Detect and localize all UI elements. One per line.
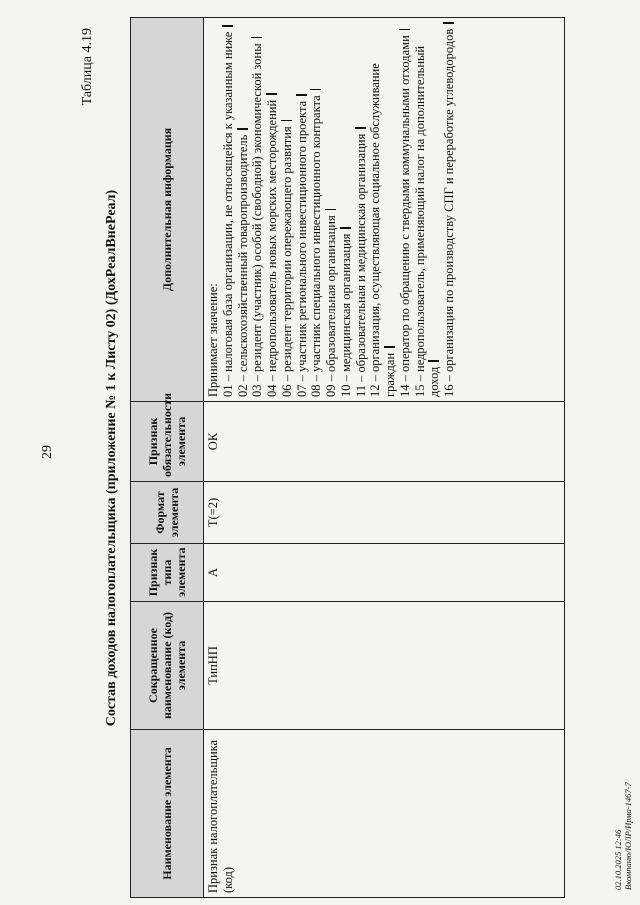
footer-date: 02.10.2025 12:46 (613, 829, 623, 890)
info-item-text: 14 – оператор по обращению с твердыми коммунальными отходами (397, 35, 412, 397)
info-item-text: 15 – недропользователь, применяющий налог на дополнительный доход (412, 45, 442, 397)
info-item-text: 07 – участник регионального инвестиционного проекта (294, 100, 309, 397)
info-item-text: 04 – недропользователь новых морских месторождений (265, 99, 279, 397)
info-item-text: 08 – участник специального инвестиционного контракта (309, 95, 324, 397)
info-item (295, 22, 310, 397)
cell-name: Признак налогоплательщика (код) (204, 730, 565, 898)
info-item (236, 22, 251, 397)
margin-mark-icon (251, 37, 262, 39)
info-item-text: 16 – организация по производству СПГ и переработке углеводородов (442, 28, 456, 397)
col-header-info: Дополнительная информация (131, 18, 204, 402)
margin-mark-icon (222, 25, 233, 27)
info-item (368, 22, 398, 397)
margin-mark-icon (310, 89, 321, 91)
margin-mark-icon (443, 22, 454, 24)
elements-table (130, 17, 565, 898)
table-number: Таблица 4.19 (80, 28, 95, 106)
info-intro: Принимает значение: (206, 283, 220, 397)
col-header-type: Признак типа элемента (131, 544, 204, 602)
table-header-row (131, 18, 204, 898)
cell-type: А (204, 544, 565, 602)
table-title: Состав доходов налогоплательщика (приложение № 1 к Листу 02) (ДохРеалВнеРеал) (104, 189, 119, 727)
info-item-text: 10 – медицинская организация (338, 233, 353, 397)
info-item (354, 22, 369, 397)
table-row (204, 18, 565, 898)
margin-mark-icon (428, 360, 439, 362)
margin-mark-icon (399, 29, 410, 31)
document-footer (614, 782, 634, 890)
info-item (442, 22, 457, 397)
rotated-document (80, 18, 640, 898)
info-item-text: 03 – резидент (участник) особой (свободной) экономической зоны (250, 43, 265, 397)
margin-mark-icon (237, 128, 248, 130)
info-item (265, 22, 280, 397)
info-item (324, 22, 339, 397)
info-item-text: 12 – организация, осуществляющая социальное обслуживание граждан (368, 63, 397, 397)
info-item-text: 09 – образовательная организация (324, 215, 338, 397)
margin-mark-icon (325, 209, 336, 211)
info-item-text: 01 – налоговая база организации, не относящейся к указанным ниже (220, 31, 235, 397)
info-item (280, 22, 295, 397)
info-item (398, 22, 413, 397)
margin-mark-icon (340, 227, 351, 229)
info-item (221, 22, 236, 397)
cell-code: ТипНП (204, 602, 565, 730)
info-item (309, 22, 324, 397)
cell-required: ОК (204, 402, 565, 482)
col-header-required: Признак обязательности элемента (131, 402, 204, 482)
margin-mark-icon (266, 93, 277, 95)
info-item (250, 22, 265, 397)
info-item (339, 22, 354, 397)
cell-info (204, 18, 565, 402)
page-number: 29 (40, 445, 55, 459)
footer-doc-id: Вкомпаню/ЮЛР/Ирма-1467-7 (622, 782, 633, 890)
col-header-name: Наименование элемента (131, 730, 204, 898)
margin-mark-icon (384, 346, 395, 348)
info-item-text: 02 – сельскохозяйственный товаропроизводитель (235, 134, 250, 397)
margin-mark-icon (281, 120, 292, 122)
cell-format: Т(=2) (204, 482, 565, 544)
margin-mark-icon (355, 127, 366, 129)
info-item-text: 06 – резидент территории опережающего развития (279, 126, 294, 397)
info-item-text: 11 – образовательная и медицинская организация (353, 133, 368, 397)
info-item (413, 22, 443, 397)
margin-mark-icon (296, 94, 307, 96)
col-header-format: Формат элемента (131, 482, 204, 544)
info-list (221, 22, 457, 397)
col-header-code: Сокращенное наименование (код) элемента (131, 602, 204, 730)
